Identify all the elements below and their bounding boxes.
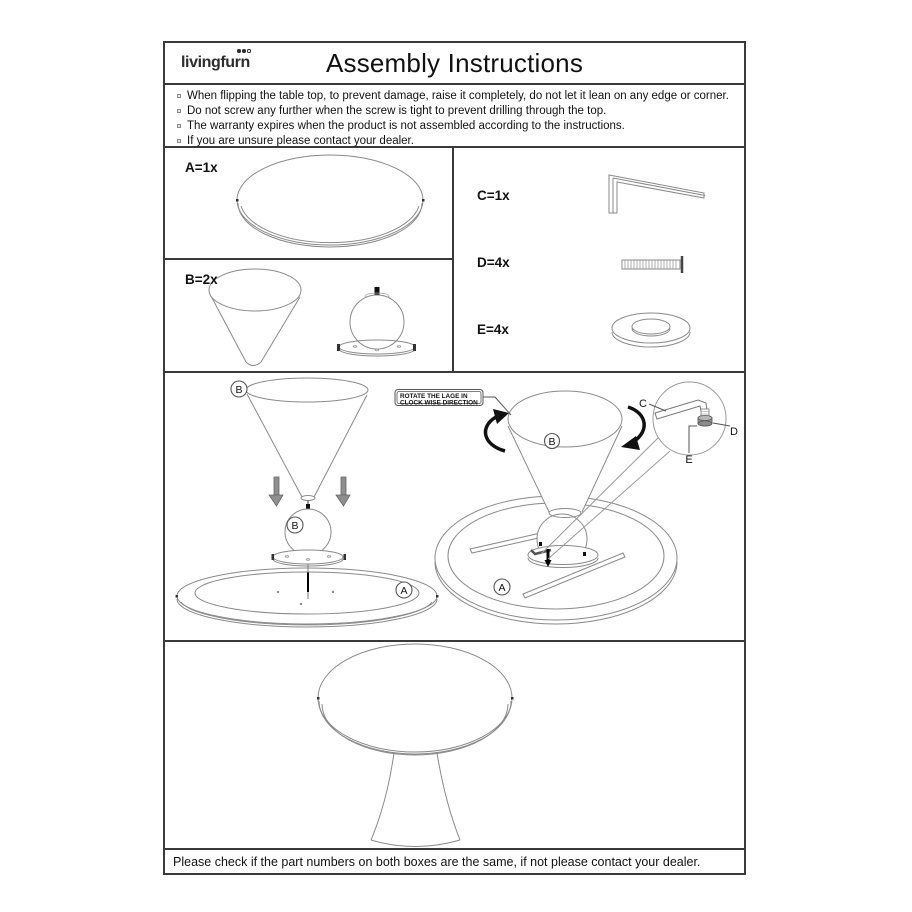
instruction-item <box>175 119 734 134</box>
instruction-text: The warranty expires when the product is not assembled according to the instructions. <box>187 120 625 132</box>
assembly-view-drawing <box>395 382 738 624</box>
assembly-diagrams-drawing <box>165 373 748 640</box>
bullet-square-icon <box>177 109 181 113</box>
down-arrow-icon <box>336 477 350 506</box>
svg-text:A: A <box>498 582 506 594</box>
down-arrow-icon <box>269 477 283 506</box>
footer-panel <box>165 850 744 873</box>
assembled-table-drawing <box>165 642 748 848</box>
instructions-panel <box>165 85 744 146</box>
svg-text:B: B <box>291 520 299 532</box>
part-a-label: A=1x <box>185 160 218 175</box>
instruction-text: If you are unsure please contact your dealer. <box>187 135 414 147</box>
part-b-label: B=2x <box>185 272 218 287</box>
instruction-item <box>175 134 734 149</box>
part-c-label: C=1x <box>477 188 510 203</box>
instruction-item <box>175 89 734 104</box>
assembled-table-panel <box>165 642 744 848</box>
label-circle-b <box>287 517 303 533</box>
footer-note: Please check if the part numbers on both boxes are the same, if not please contact your dealer. <box>173 854 701 869</box>
bullet-square-icon <box>177 124 181 128</box>
part-a-box <box>165 148 452 258</box>
rotate-note-line1: ROTATE THE LAGE IN <box>400 393 468 400</box>
rotate-note-line2: CLOCK WISE DIRECTION <box>400 399 478 407</box>
page-title: Assembly Instructions <box>325 48 584 78</box>
part-e-label: E=4x <box>477 322 509 337</box>
logo-text: livingfurn <box>181 54 250 71</box>
svg-text:B: B <box>548 436 556 448</box>
header-panel <box>165 43 744 83</box>
washer-drawing <box>612 313 690 347</box>
detail-label-c: C <box>639 398 647 410</box>
bullet-square-icon <box>177 139 181 143</box>
exploded-view-drawing <box>176 378 439 627</box>
rotate-arrow-icon <box>621 407 644 450</box>
svg-text:B: B <box>235 384 243 396</box>
parts-panel <box>165 148 744 371</box>
instruction-text: When flipping the table top, to prevent damage, raise it completely, do not let it lean on any edge or corner. <box>187 90 729 102</box>
part-d-label: D=4x <box>477 255 510 270</box>
label-circle-a <box>396 582 412 598</box>
bullet-square-icon <box>177 94 181 98</box>
cone-drawing <box>209 269 301 366</box>
label-circle-a <box>494 579 510 595</box>
svg-text:A: A <box>400 585 408 597</box>
detail-label-e: E <box>685 454 693 466</box>
detail-label-d: D <box>730 426 738 438</box>
screw-drawing <box>622 256 682 273</box>
assembly-instructions-document <box>163 41 746 875</box>
parts-cde-box <box>454 148 748 371</box>
label-circle-b <box>231 381 247 397</box>
rotate-arrow-icon <box>485 409 509 451</box>
label-circle-b <box>545 434 560 449</box>
instruction-text: Do not screw any further when the screw is tight to prevent drilling through the top. <box>187 105 607 117</box>
part-b-box <box>165 260 452 371</box>
detail-circle <box>639 382 738 466</box>
allen-key-drawing <box>609 175 705 213</box>
assembly-diagram-panel <box>165 373 744 640</box>
instruction-item <box>175 104 734 119</box>
ball-base-drawing <box>337 287 416 356</box>
